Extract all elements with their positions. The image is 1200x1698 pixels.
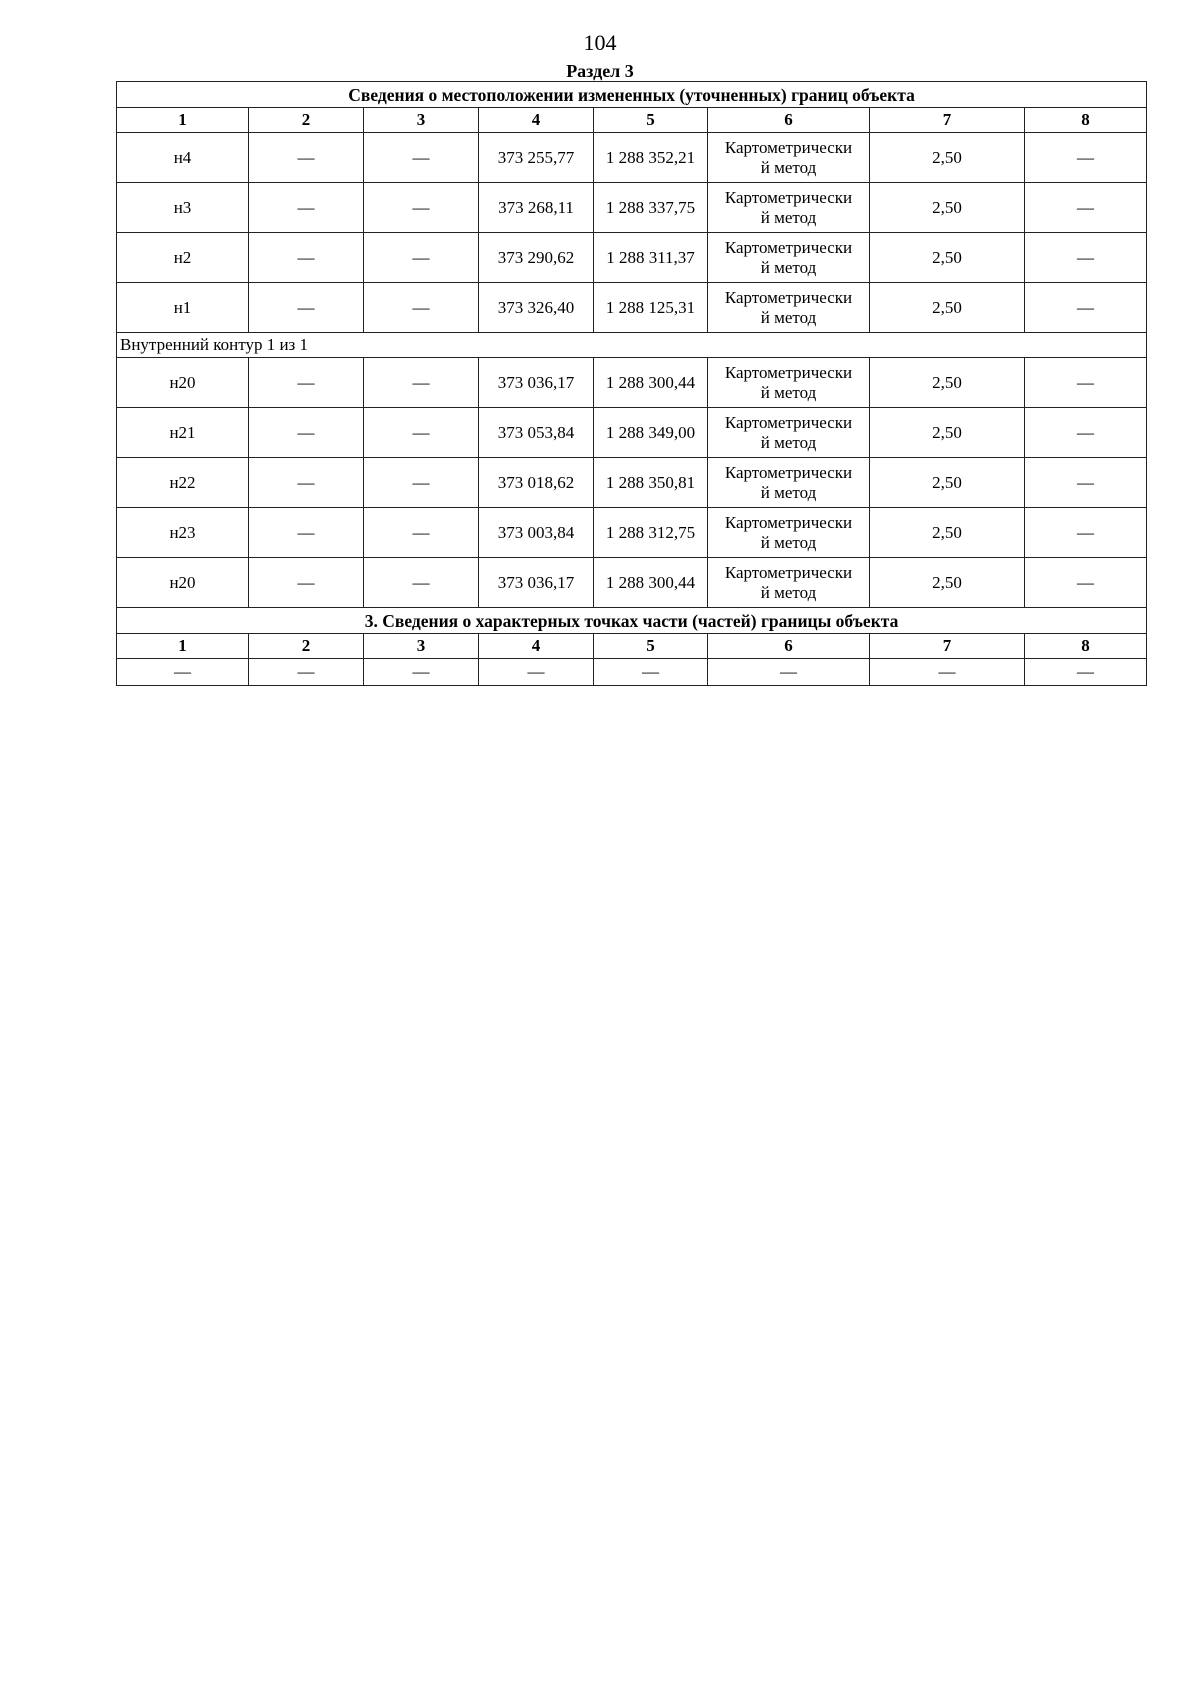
empty-cell: — (1025, 458, 1147, 508)
inner-contour-label: Внутренний контур 1 из 1 (117, 333, 1147, 358)
column-number: 8 (1025, 634, 1147, 659)
point-name: н2 (117, 233, 249, 283)
table-row (117, 283, 1147, 333)
empty-cell: — (364, 183, 479, 233)
empty-cell: — (594, 659, 708, 686)
empty-cell: — (1025, 508, 1147, 558)
method-line: й метод (760, 307, 817, 327)
accuracy-value: 2,50 (870, 283, 1025, 333)
page-number: 104 (583, 30, 617, 55)
empty-cell: — (364, 283, 479, 333)
accuracy-value: 2,50 (870, 558, 1025, 608)
empty-cell: — (364, 358, 479, 408)
empty-cell: — (364, 408, 479, 458)
accuracy-value: 2,50 (870, 183, 1025, 233)
empty-cell: — (1025, 358, 1147, 408)
empty-cell: — (249, 458, 364, 508)
table-row (117, 358, 1147, 408)
method-line: й метод (760, 482, 817, 502)
method-cell (708, 408, 870, 458)
empty-cell: — (1025, 408, 1147, 458)
column-number: 5 (594, 108, 708, 133)
point-name: н1 (117, 283, 249, 333)
method-cell (708, 358, 870, 408)
boundary-table (116, 81, 1147, 686)
method-cell (708, 183, 870, 233)
column-number: 7 (870, 634, 1025, 659)
accuracy-value: 2,50 (870, 233, 1025, 283)
coordinate-x: 373 036,17 (479, 558, 594, 608)
empty-cell: — (249, 133, 364, 183)
method-line: Картометрически (724, 137, 853, 157)
coordinate-x: 373 326,40 (479, 283, 594, 333)
coordinate-x: 373 053,84 (479, 408, 594, 458)
method-line: Картометрически (724, 362, 853, 382)
empty-cell: — (364, 133, 479, 183)
coordinate-y: 1 288 300,44 (594, 558, 708, 608)
method-cell (708, 508, 870, 558)
column-number-row (117, 108, 1147, 133)
empty-cell: — (1025, 558, 1147, 608)
parts-title-row (117, 608, 1147, 634)
table-row (117, 133, 1147, 183)
method-line: й метод (760, 157, 817, 177)
method-cell (708, 558, 870, 608)
column-number: 3 (364, 108, 479, 133)
method-line: й метод (760, 582, 817, 602)
empty-cell: — (479, 659, 594, 686)
empty-cell: — (249, 233, 364, 283)
point-name: н4 (117, 133, 249, 183)
column-number: 6 (708, 634, 870, 659)
empty-cell: — (364, 233, 479, 283)
method-line: й метод (760, 532, 817, 552)
coordinate-x: 373 268,11 (479, 183, 594, 233)
empty-cell: — (708, 659, 870, 686)
method-line: й метод (760, 382, 817, 402)
coordinate-y: 1 288 349,00 (594, 408, 708, 458)
accuracy-value: 2,50 (870, 508, 1025, 558)
empty-cell: — (249, 408, 364, 458)
empty-cell: — (1025, 133, 1147, 183)
accuracy-value: 2,50 (870, 133, 1025, 183)
parts-column-number-row (117, 634, 1147, 659)
table-row (117, 558, 1147, 608)
coordinate-x: 373 255,77 (479, 133, 594, 183)
empty-cell: — (1025, 183, 1147, 233)
method-cell (708, 133, 870, 183)
empty-cell: — (249, 283, 364, 333)
column-number: 4 (479, 634, 594, 659)
method-cell (708, 283, 870, 333)
empty-cell: — (364, 558, 479, 608)
coordinate-y: 1 288 337,75 (594, 183, 708, 233)
empty-cell: — (249, 558, 364, 608)
table-title-row (117, 82, 1147, 108)
table-row (117, 408, 1147, 458)
coordinate-y: 1 288 350,81 (594, 458, 708, 508)
point-name: н23 (117, 508, 249, 558)
coordinate-y: 1 288 125,31 (594, 283, 708, 333)
method-line: Картометрически (724, 412, 853, 432)
method-line: й метод (760, 432, 817, 452)
point-name: н20 (117, 358, 249, 408)
table-row (117, 233, 1147, 283)
method-cell (708, 458, 870, 508)
empty-cell: — (364, 458, 479, 508)
point-name: н3 (117, 183, 249, 233)
column-number: 3 (364, 634, 479, 659)
method-line: Картометрически (724, 462, 853, 482)
table-title: Сведения о местоположении измененных (уточненных) границ объекта (117, 82, 1147, 108)
inner-contour-row (117, 333, 1147, 358)
coordinate-y: 1 288 311,37 (594, 233, 708, 283)
column-number: 7 (870, 108, 1025, 133)
table-row (117, 458, 1147, 508)
empty-cell: — (249, 183, 364, 233)
empty-cell: — (364, 508, 479, 558)
coordinate-x: 373 018,62 (479, 458, 594, 508)
empty-cell: — (249, 358, 364, 408)
method-line: Картометрически (724, 562, 853, 582)
coordinate-x: 373 290,62 (479, 233, 594, 283)
column-number: 2 (249, 108, 364, 133)
method-line: Картометрически (724, 237, 853, 257)
coordinate-y: 1 288 352,21 (594, 133, 708, 183)
point-name: н22 (117, 458, 249, 508)
empty-cell: — (870, 659, 1025, 686)
empty-cell: — (1025, 659, 1147, 686)
accuracy-value: 2,50 (870, 408, 1025, 458)
coordinate-y: 1 288 312,75 (594, 508, 708, 558)
empty-cell: — (1025, 283, 1147, 333)
point-name: н20 (117, 558, 249, 608)
column-number: 1 (117, 108, 249, 133)
empty-cell: — (249, 659, 364, 686)
column-number: 4 (479, 108, 594, 133)
column-number: 2 (249, 634, 364, 659)
section-label: Раздел 3 (566, 61, 634, 81)
table-row (117, 183, 1147, 233)
accuracy-value: 2,50 (870, 358, 1025, 408)
coordinate-y: 1 288 300,44 (594, 358, 708, 408)
column-number: 6 (708, 108, 870, 133)
point-name: н21 (117, 408, 249, 458)
accuracy-value: 2,50 (870, 458, 1025, 508)
parts-table-title: 3. Сведения о характерных точках части (частей) границы объекта (117, 608, 1147, 634)
method-line: Картометрически (724, 187, 853, 207)
column-number: 5 (594, 634, 708, 659)
method-line: Картометрически (724, 512, 853, 532)
column-number: 1 (117, 634, 249, 659)
parts-empty-row (117, 659, 1147, 686)
method-line: Картометрически (724, 287, 853, 307)
column-number: 8 (1025, 108, 1147, 133)
empty-cell: — (1025, 233, 1147, 283)
empty-cell: — (364, 659, 479, 686)
method-line: й метод (760, 257, 817, 277)
empty-cell: — (117, 659, 249, 686)
method-line: й метод (760, 207, 817, 227)
table-row (117, 508, 1147, 558)
empty-cell: — (249, 508, 364, 558)
coordinate-x: 373 036,17 (479, 358, 594, 408)
method-cell (708, 233, 870, 283)
coordinate-x: 373 003,84 (479, 508, 594, 558)
